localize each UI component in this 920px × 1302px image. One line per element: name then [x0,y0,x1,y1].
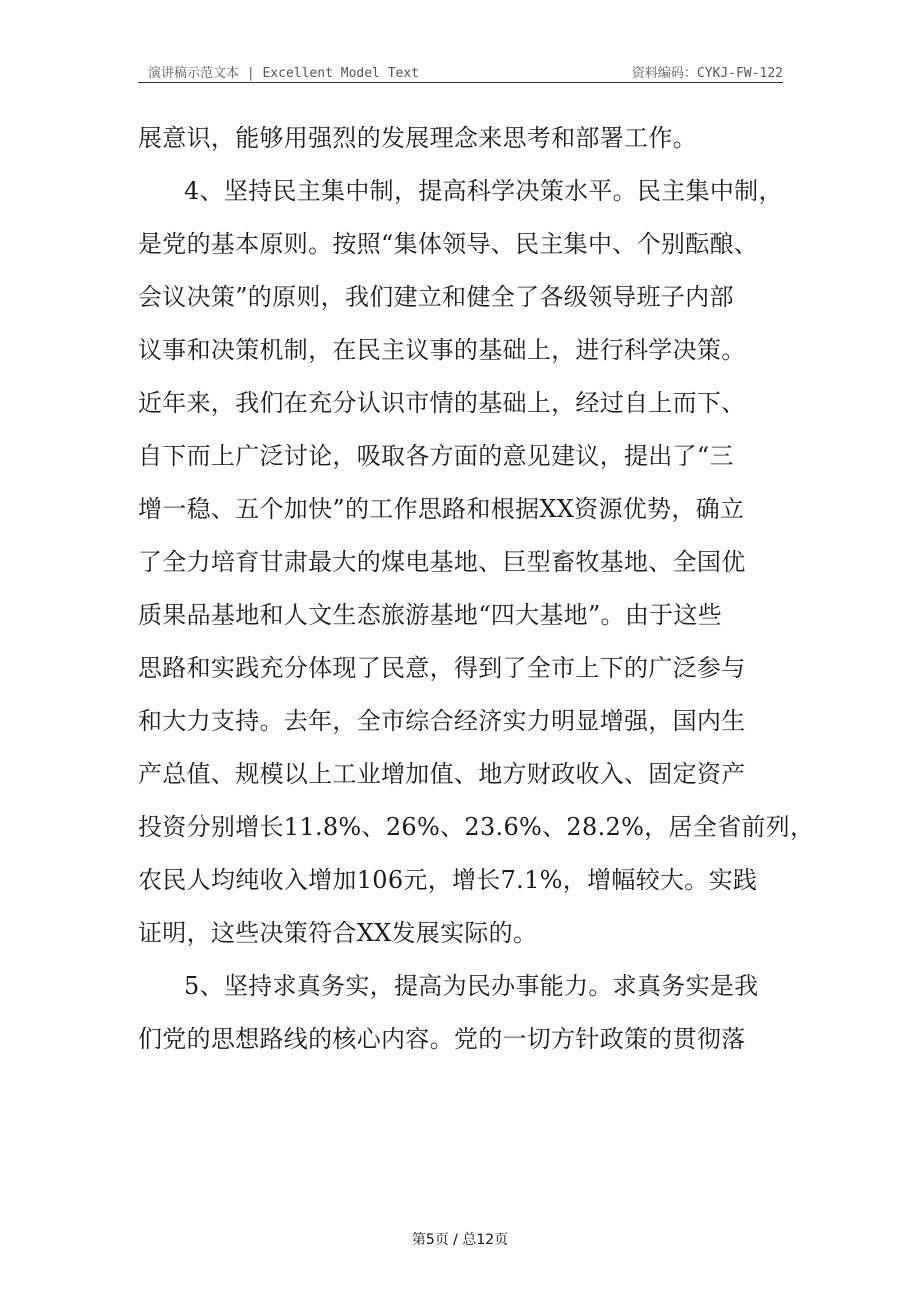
text-line: 和大力支持。去年，全市综合经济实力明显增强，国内生 [138,707,746,735]
text-line: 思路和实践充分体现了民意，得到了全市上下的广泛参与 [138,654,746,682]
text-line: 议事和决策机制，在民主议事的基础上，进行科学决策。 [138,336,746,364]
text-line: 投资分别增长11.8%、26%、23.6%、28.2%，居全省前列， [138,813,815,841]
text-line: 展意识，能够用强烈的发展理念来思考和部署工作。 [138,124,697,152]
text-line: 产总值、规模以上工业增加值、地方财政收入、固定资产 [138,760,746,788]
text-line: 自下而上广泛讨论，吸取各方面的意见建议，提出了“三 [138,442,734,470]
text-line: 了全力培育甘肃最大的煤电基地、巨型畜牧基地、全国优 [138,548,746,576]
text-line: 近年来，我们在充分认识市情的基础上，经过自上而下、 [138,389,746,417]
page-number: 第5页 / 总12页 [411,1232,509,1248]
page-header [138,60,783,83]
text-line: 们党的思想路线的核心内容。党的一切方针政策的贯彻落 [138,1025,746,1053]
header-document-code: 资料编码：CYKJ-FW-122 [631,66,783,81]
text-line: 是党的基本原则。按照“集体领导、民主集中、个别酝酿、 [138,230,759,258]
paragraph-start-line: 4、坚持民主集中制，提高科学决策水平。民主集中制， [184,177,783,205]
header-document-type: 演讲稿示范文本 | Excellent Model Text [148,66,420,81]
document-body [138,112,815,1066]
text-line: 增一稳、五个加快”的工作思路和根据XX资源优势，确立 [138,495,745,523]
text-line: 质果品基地和人文生态旅游基地“四大基地”。由于这些 [138,601,723,629]
text-line: 证明，这些决策符合XX发展实际的。 [138,919,538,947]
text-line: 会议决策”的原则，我们建立和健全了各级领导班子内部 [138,283,734,311]
text-line: 农民人均纯收入增加106元，增长7.1%，增幅较大。实践 [138,866,758,894]
paragraph-start-line: 5、坚持求真务实，提高为民办事能力。求真务实是我 [184,972,759,1000]
